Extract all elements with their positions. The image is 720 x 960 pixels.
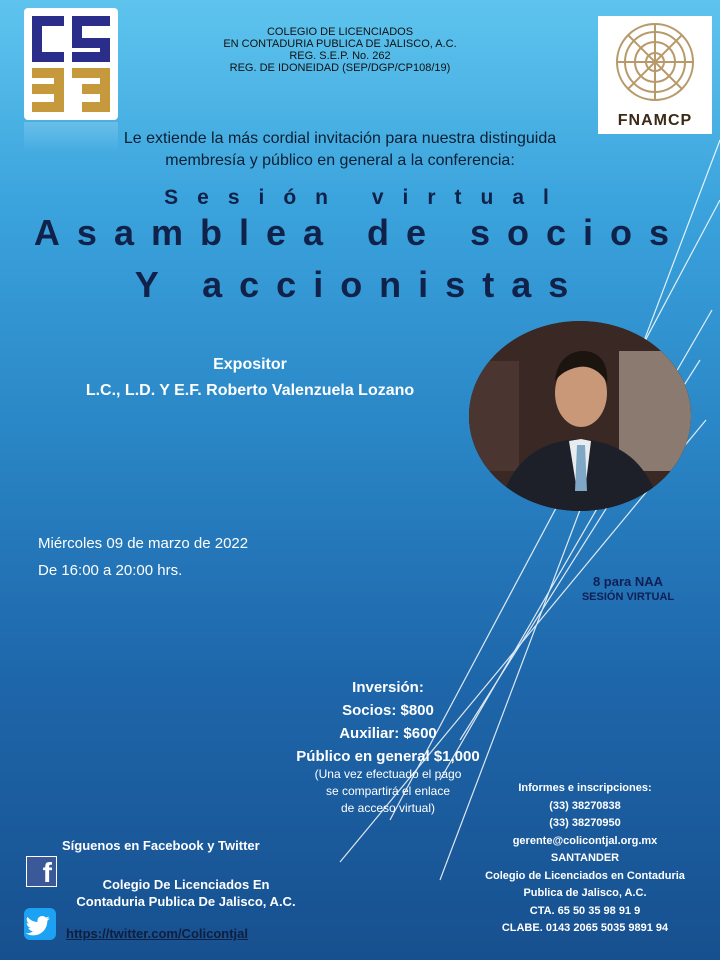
account-holder: Colegio de Licenciados en Contaduria — [485, 869, 685, 882]
account-number: CTA. 65 50 35 98 91 9 — [529, 904, 641, 917]
speaker-portrait — [469, 321, 691, 511]
payment-note-line: de acceso virtual) — [340, 801, 436, 815]
twitter-icon[interactable] — [24, 908, 56, 940]
payment-note-line: se compartirá el enlace — [325, 784, 451, 798]
facebook-glyph: f — [42, 857, 52, 888]
header-line: COLEGIO DE LICENCIADOS — [266, 26, 414, 38]
event-subtitle: Sesión virtual — [164, 186, 568, 209]
contact-email: gerente@colicontjal.org.mx — [512, 834, 658, 847]
college-logo-mark — [24, 8, 118, 120]
contact-title: Informes e inscripciones: — [518, 782, 652, 794]
bank-name: SANTANDER — [550, 852, 620, 864]
naa-points-label: 8 para NAA — [592, 574, 664, 589]
event-date: Miércoles 09 de marzo de 2022 — [38, 535, 249, 552]
invitation-text — [80, 128, 600, 172]
speaker-name: L.C., L.D. Y E.F. Roberto Valenzuela Lozano — [85, 382, 415, 399]
social-follow-label: Síguenos en Facebook y Twitter — [62, 838, 260, 853]
speaker-label: Expositor — [213, 356, 287, 373]
event-title-line-2: Y accionistas — [134, 264, 586, 305]
price-auxiliar: Auxiliar: $600 — [339, 725, 437, 742]
price-publico: Público en general $1,000 — [296, 748, 480, 765]
college-header — [210, 26, 470, 74]
header-line: EN CONTADURIA PUBLICA DE JALISCO, A.C. — [223, 38, 457, 50]
contact-phone: (33) 38270950 — [549, 817, 621, 829]
twitter-bird-icon — [24, 908, 56, 940]
aztec-calendar-icon — [598, 16, 712, 112]
invitation-line: Le extiende la más cordial invitación para nuestra distinguida — [123, 130, 557, 147]
facebook-page-name — [46, 876, 326, 910]
twitter-link[interactable]: https://twitter.com/Colicontjal — [66, 926, 249, 941]
contact-phone: (33) 38270838 — [549, 799, 621, 812]
college-logo — [24, 8, 118, 120]
facebook-name-line: Colegio De Licenciados En — [102, 877, 270, 892]
pricing-block — [268, 676, 508, 768]
header-line: REG. S.E.P. No. 262 — [289, 50, 391, 62]
facebook-name-line: Contaduria Publica De Jalisco, A.C. — [76, 894, 296, 909]
contact-block — [470, 780, 700, 938]
event-title-line-1: Asamblea de socios — [33, 212, 687, 253]
speaker-photo — [469, 321, 691, 511]
fnamcp-logo — [598, 16, 712, 134]
invitation-line: membresía y público en general a la conferencia: — [165, 152, 515, 169]
event-time: De 16:00 a 20:00 hrs. — [38, 562, 183, 579]
account-holder: Publica de Jalisco, A.C. — [523, 887, 647, 899]
clabe-number: CLABE. 0143 2065 5035 9891 94 — [501, 922, 669, 934]
event-schedule — [38, 530, 248, 584]
payment-note-line: (Una vez efectuado el pago — [314, 767, 462, 781]
header-line: REG. DE IDONEIDAD (SEP/DGP/CP108/19) — [229, 62, 451, 74]
price-socios: Socios: $800 — [342, 702, 434, 719]
pricing-label: Inversión: — [352, 679, 424, 696]
naa-points — [560, 574, 696, 603]
fnamcp-label: FNAMCP — [617, 112, 693, 129]
session-mode-label: SESIÓN VIRTUAL — [581, 591, 675, 603]
